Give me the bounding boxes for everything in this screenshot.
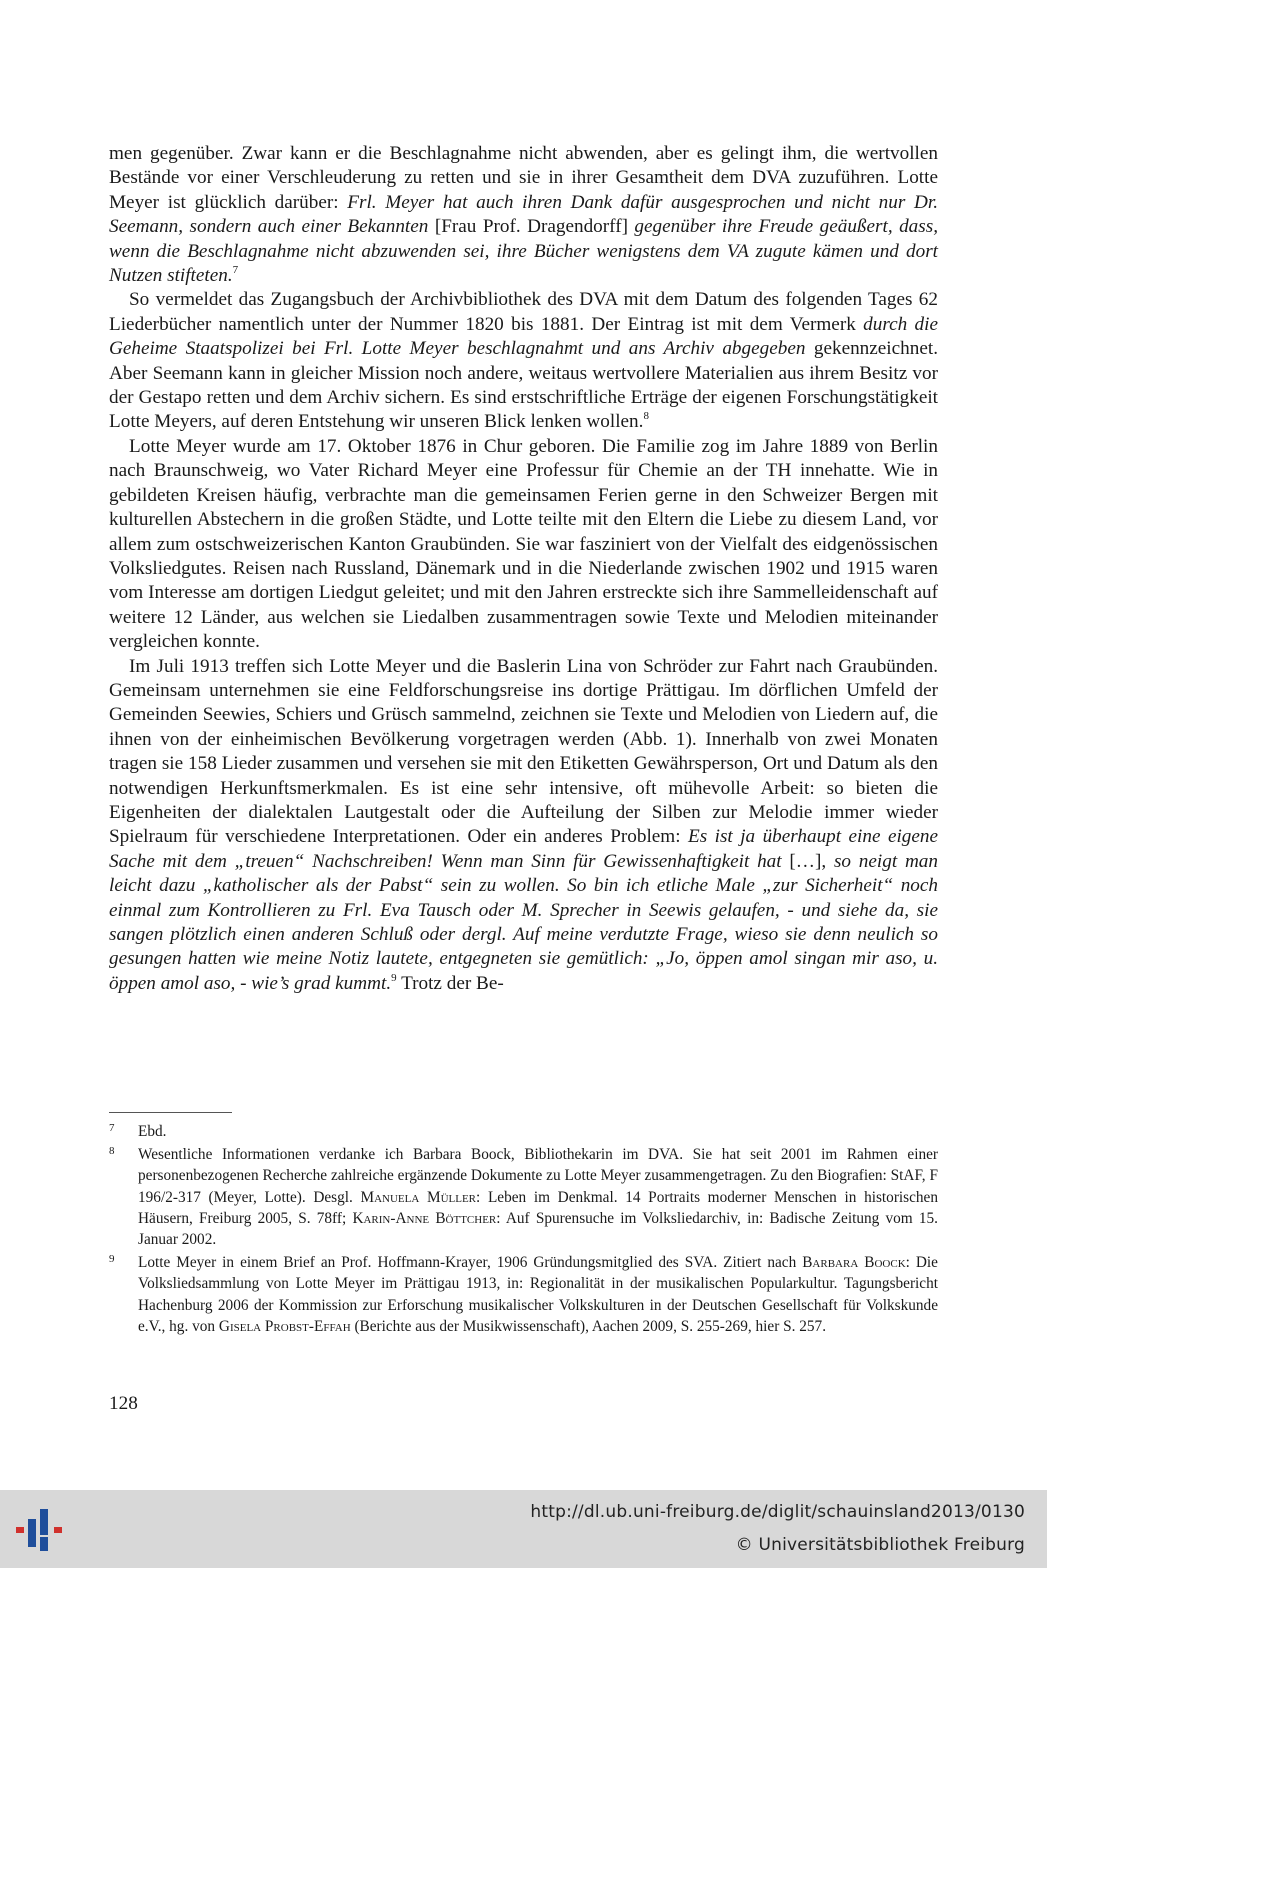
paragraph — [109, 435, 938, 655]
author-name: Barbara Boock — [802, 1254, 906, 1272]
text-run: : Leben im Denkmal. 14 Portraits moderner Menschen in historischen Häusern, Freiburg 2005, S. 78ff; — [138, 1188, 938, 1227]
permalink-url[interactable]: http://dl.ub.uni-freiburg.de/diglit/schauinsland2013/0130 — [530, 1502, 1025, 1522]
page-number: 128 — [109, 1393, 138, 1414]
footnote-number: 8 — [109, 1145, 115, 1158]
footnote-number: 7 — [109, 1122, 115, 1134]
footnote-number: 9 — [109, 1253, 115, 1266]
author-name: Gisela Probst-Effah — [218, 1317, 351, 1335]
copyright-notice: © Universitätsbibliothek Freiburg — [735, 1535, 1025, 1555]
text-run: (Berichte aus der Musikwissenschaft), Aachen 2009, S. 255-269, hier S. 257. — [350, 1317, 827, 1335]
footnote — [109, 1144, 938, 1250]
italic-quote: Es ist ja überhaupt eine eigene Sache mit dem „treuen“ Nachschreiben! Wenn man Sinn für Gewissenhaftigkeit hat — [109, 826, 939, 872]
ub-freiburg-logo-icon[interactable] — [14, 1503, 66, 1555]
text-run: : Die Volksliedsammlung von Lotte Meyer im Prättigau 1913, in: Regionalität in der musikalischen Popularkultur. Tagungsbericht Hachenburg 2006 der Kommission zur Erforschung musikalischer Volkskulturen in der Deutschen Gesellschaft für Volkskunde e.V., hg. von — [138, 1254, 938, 1335]
paragraph — [109, 655, 938, 997]
italic-quote: so neigt man leicht dazu „katholischer als der Pabst“ sein zu wollen. So bin ich etliche Male „zur Sicherheit“ noch einmal zum Kontrollieren zu Frl. Eva Tausch oder M. Sprecher in Seewis gelaufen, - und siehe da, sie sangen plötzlich einen anderen Schluß oder dergl. Auf meine verdutzte Frage, wieso sie denn neulich so gesungen hatten wie meine Notiz lautete, entgegneten sie gemütlich: „Jo, öppen amol singan mir aso, u. öppen amol aso, - wie’s grad kummt. — [109, 850, 938, 994]
footnote-separator — [109, 1112, 232, 1113]
text-run: Wesentliche Informationen verdanke ich Barbara Boock, Bibliothekarin im DVA. Sie hat seit 2001 im Rahmen einer personenbezogenen Recherche zahlreiche ergänzende Dokumente zu Lotte Meyer zusammengetragen. Zu den Biografien: StAF, F 196/2-317 (Meyer, Lotte). Desgl. — [138, 1146, 938, 1206]
footnotes — [109, 1121, 938, 1337]
text-run: Trotz der Be- — [396, 972, 504, 994]
italic-quote: gegenüber ihre Freude geäußert, dass, wenn die Beschlagnahme nicht abzuwenden sei, ihre Bücher wenigstens dem VA zugute kämen und dort Nutzen stifteten. — [109, 216, 938, 287]
text-run: men gegenüber. Zwar kann er die Beschlagnahme nicht abwenden, aber es gelingt ihm, die wertvollen Bestände vor einer Verschleuderung zu retten und sie in ihrer Gesamtheit dem DVA zuzuführen. Lotte Meyer ist glücklich darüber: — [109, 143, 938, 213]
author-name: Manuela Müller — [360, 1188, 477, 1206]
viewer-footer-bar — [0, 1490, 1047, 1568]
footnote-reference: 7 — [232, 263, 239, 276]
author-name: Karin-Anne Böttcher — [352, 1209, 497, 1227]
text-run: […], — [781, 850, 834, 872]
footnote — [109, 1252, 938, 1337]
italic-quote: durch die Geheime Staatspolizei bei Frl. Lotte Meyer beschlagnahmt und ans Archiv abgegeben — [109, 313, 938, 360]
italic-quote: Frl. Meyer hat auch ihren Dank dafür ausgesprochen und nicht nur Dr. Seemann, sondern auch einer Bekannten — [109, 191, 939, 238]
footnote-reference: 8 — [643, 410, 649, 423]
text-run: Lotte Meyer wurde am 17. Oktober 1876 in Chur geboren. Die Familie zog im Jahre 1889 von Berlin nach Braunschweig, wo Vater Richard Meyer eine Professur für Chemie an der TH innehatte. Wie in gebildeten Kreisen häufig, verbrachte man die gemeinsamen Ferien gerne in den Schweizer Bergen mit kulturellen Abstechern in die großen Städte, und Lotte teilte mit den Eltern die Liebe zu diesem Land, vor allem zum ostschweizerischen Kanton Graubünden. Sie war fasziniert von der Vielfalt des eidgenössischen Volksliedgutes. Reisen nach Russland, Dänemark und in die Niederlande zwischen 1902 und 1915 waren vom Interesse am dortigen Liedgut geleitet; und mit den Jahren erstreckte sich ihre Sammelleidenschaft auf weitere 12 Länder, aus welchen sie Liedalben zusammentragen sowie Texte und Melodien miteinander vergleichen konnte. — [109, 435, 938, 653]
text-run: : Auf Spurensuche im Volksliedarchiv, in: Badische Zeitung vom 15. Januar 2002. — [138, 1209, 938, 1249]
text-run: Lotte Meyer in einem Brief an Prof. Hoffmann-Krayer, 1906 Gründungsmitglied des SVA. Zitiert nach — [138, 1254, 803, 1272]
paragraph — [109, 142, 938, 288]
text-run: Ebd. — [138, 1123, 167, 1140]
text-run: So vermeldet das Zugangsbuch der Archivbibliothek des DVA mit dem Datum des folgenden Tages 62 Liederbücher namentlich unter der Nummer 1820 bis 1881. Der Eintrag ist mit dem Vermerk — [109, 289, 938, 335]
footnote — [109, 1121, 938, 1142]
text-run: Im Juli 1913 treffen sich Lotte Meyer und die Baslerin Lina von Schröder zur Fahrt nach Graubünden. Gemeinsam unternehmen sie eine Feldforschungsreise ins dortige Prättigau. Im dörflichen Umfeld der Gemeinden Seewies, Schiers und Grüsch sammelnd, zeichnen sie Texte und Melodien von Liedern auf, die ihnen von der einheimischen Bevölkerung vorgetragen werden (Abb. 1). Innerhalb von zwei Monaten tragen sie 158 Lieder zusammen und versehen sie mit den Etiketten Gewährsperson, Ort und Datum als den notwendigen Herkunftsmerkmalen. Es ist eine sehr intensive, oft mühevolle Arbeit: so bieten die Eigenheiten der dialektalen Lautgestalt oder die Aufteilung der Silben zur Melodie immer wieder Spielraum für verschiedene Interpretationen. Oder ein anderes Problem: — [109, 655, 938, 848]
footnote-reference: 9 — [391, 971, 397, 984]
text-run: [Frau Prof. Dragendorff] — [428, 216, 635, 238]
paragraph — [109, 288, 938, 434]
main-text — [109, 142, 938, 996]
text-run: gekennzeichnet. Aber Seemann kann in gleicher Mission noch andere, weitaus wertvollere Materialien aus ihrem Besitz vor der Gestapo retten und dem Archiv sichern. Es sind erstschriftliche Erträge der eigenen Forschungstätigkeit Lotte Meyers, auf deren Entstehung wir unseren Blick lenken wollen. — [109, 338, 938, 433]
